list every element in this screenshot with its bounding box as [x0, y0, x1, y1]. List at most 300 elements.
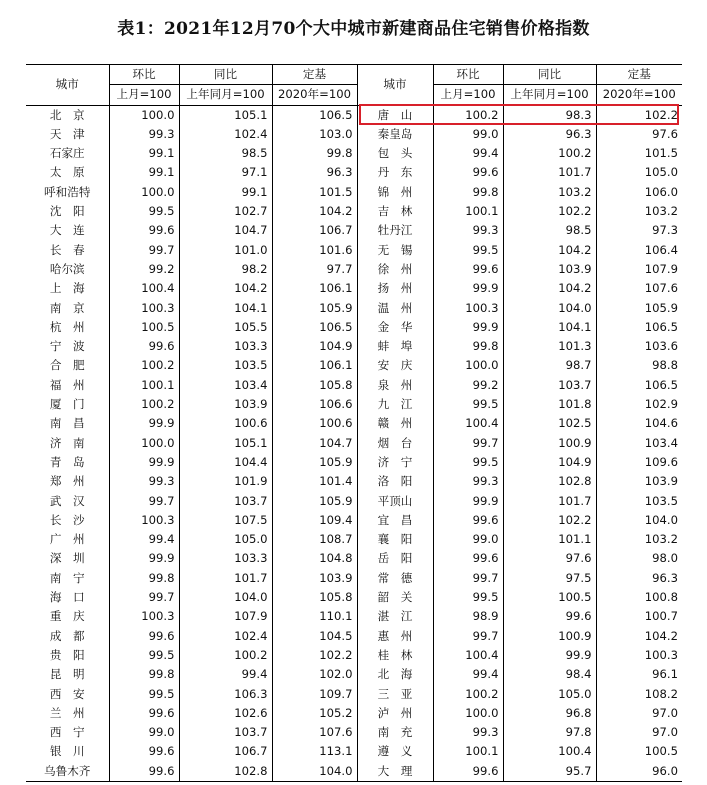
right-yoy-cell: 102.2 — [503, 511, 596, 530]
right-yoy-cell: 104.2 — [503, 241, 596, 260]
right-yoy-cell: 104.9 — [503, 453, 596, 472]
left-city-cell: 上 海 — [49, 281, 85, 296]
left-fixed-cell: 105.9 — [272, 453, 357, 472]
table-row — [26, 144, 682, 163]
right-mom-cell: 99.3 — [433, 723, 503, 742]
left-fixed-cell: 100.6 — [272, 414, 357, 433]
left-mom-cell: 99.2 — [109, 260, 179, 279]
table-row — [26, 723, 682, 742]
right-city-cell: 徐 州 — [357, 260, 433, 279]
left-mom-cell: 99.4 — [109, 530, 179, 549]
right-mom-cell: 100.0 — [433, 704, 503, 723]
right-yoy-cell: 98.5 — [503, 221, 596, 240]
left-fixed-cell: 104.5 — [272, 627, 357, 646]
left-yoy-cell: 107.9 — [179, 607, 272, 626]
right-city-cell: 泸 州 — [357, 704, 433, 723]
right-mom-cell: 99.5 — [433, 241, 503, 260]
right-yoy-cell: 101.3 — [503, 337, 596, 356]
right-yoy-cell: 103.9 — [503, 260, 596, 279]
table-row — [26, 511, 682, 530]
left-fixed-cell: 101.6 — [272, 241, 357, 260]
right-yoy-cell: 96.8 — [503, 704, 596, 723]
left-mom-cell: 100.1 — [109, 376, 179, 395]
left-mom-cell: 99.9 — [109, 453, 179, 472]
left-yoy-cell: 106.7 — [179, 742, 272, 761]
right-mom-cell: 99.5 — [433, 453, 503, 472]
left-yoy-cell: 102.4 — [179, 627, 272, 646]
right-fixed-cell: 104.6 — [596, 414, 682, 433]
left-mom-cell: 100.2 — [109, 356, 179, 375]
right-city-cell: 惠 州 — [357, 627, 433, 646]
right-city-cell: 无 锡 — [357, 241, 433, 260]
left-fixed-cell: 103.9 — [272, 569, 357, 588]
table-row — [26, 434, 682, 453]
right-city-cell: 湛 江 — [357, 607, 433, 626]
left-city-cell: 南 昌 — [49, 416, 85, 431]
right-mom-cell: 99.4 — [433, 665, 503, 684]
left-city-cell: 武 汉 — [49, 493, 85, 508]
left-fixed-cell: 106.5 — [272, 318, 357, 337]
left-yoy-cell: 103.3 — [179, 337, 272, 356]
right-city-cell: 北 海 — [357, 665, 433, 684]
table-row — [26, 260, 682, 279]
table-row — [26, 627, 682, 646]
right-fixed-cell: 106.5 — [596, 318, 682, 337]
left-fixed-cell: 104.2 — [272, 202, 357, 221]
left-fixed-cell: 105.8 — [272, 376, 357, 395]
left-yoy-cell: 102.4 — [179, 125, 272, 144]
left-yoy-cell: 103.4 — [179, 376, 272, 395]
table-row — [26, 646, 682, 665]
col-subheader-yoy: 上年同月=100 — [503, 85, 596, 105]
right-mom-cell: 99.8 — [433, 183, 503, 202]
right-yoy-cell: 102.5 — [503, 414, 596, 433]
header-row — [26, 65, 682, 85]
col-header-yoy: 同比 — [179, 65, 272, 85]
right-mom-cell: 99.7 — [433, 434, 503, 453]
left-fixed-cell: 99.8 — [272, 144, 357, 163]
table-row — [26, 395, 682, 414]
right-yoy-cell: 100.4 — [503, 742, 596, 761]
left-mom-cell: 99.6 — [109, 627, 179, 646]
right-city-cell: 赣 州 — [357, 414, 433, 433]
left-fixed-cell: 97.7 — [272, 260, 357, 279]
right-mom-cell: 99.8 — [433, 337, 503, 356]
left-yoy-cell: 101.0 — [179, 241, 272, 260]
left-city-cell: 青 岛 — [49, 454, 85, 469]
left-city-cell: 石家庄 — [49, 146, 85, 161]
left-city-cell: 长 沙 — [49, 512, 85, 527]
left-city-cell: 贵 阳 — [49, 647, 85, 662]
left-yoy-cell: 104.1 — [179, 299, 272, 318]
right-mom-cell: 99.9 — [433, 318, 503, 337]
col-header-yoy: 同比 — [503, 65, 596, 85]
table-row — [26, 588, 682, 607]
right-fixed-cell: 103.2 — [596, 530, 682, 549]
left-city-cell: 深 圳 — [49, 551, 85, 566]
right-mom-cell: 99.6 — [433, 511, 503, 530]
left-city-cell: 昆 明 — [49, 667, 85, 682]
left-yoy-cell: 102.6 — [179, 704, 272, 723]
right-fixed-cell: 96.1 — [596, 665, 682, 684]
left-mom-cell: 99.0 — [109, 723, 179, 742]
right-yoy-cell: 97.6 — [503, 549, 596, 568]
right-fixed-cell: 106.0 — [596, 183, 682, 202]
right-mom-cell: 99.0 — [433, 125, 503, 144]
right-fixed-cell: 103.4 — [596, 434, 682, 453]
right-mom-cell: 99.6 — [433, 549, 503, 568]
right-city-cell: 济 宁 — [357, 453, 433, 472]
left-fixed-cell: 109.4 — [272, 511, 357, 530]
left-yoy-cell: 101.9 — [179, 472, 272, 491]
col-subheader-mom: 上月=100 — [433, 85, 503, 105]
right-fixed-cell: 96.0 — [596, 762, 682, 782]
left-yoy-cell: 107.5 — [179, 511, 272, 530]
right-city-cell: 扬 州 — [357, 279, 433, 298]
right-yoy-cell: 98.7 — [503, 356, 596, 375]
left-fixed-cell: 105.2 — [272, 704, 357, 723]
right-fixed-cell: 96.3 — [596, 569, 682, 588]
right-mom-cell: 100.2 — [433, 685, 503, 704]
left-mom-cell: 99.7 — [109, 588, 179, 607]
right-fixed-cell: 103.9 — [596, 472, 682, 491]
table-row — [26, 492, 682, 511]
right-yoy-cell: 102.2 — [503, 202, 596, 221]
right-city-cell: 宜 昌 — [357, 511, 433, 530]
left-yoy-cell: 101.7 — [179, 569, 272, 588]
left-fixed-cell: 104.7 — [272, 434, 357, 453]
left-fixed-cell: 113.1 — [272, 742, 357, 761]
left-city-cell: 北 京 — [49, 107, 85, 122]
left-city-cell: 郑 州 — [49, 474, 85, 489]
table-row — [26, 318, 682, 337]
left-mom-cell: 99.6 — [109, 704, 179, 723]
left-city-cell: 西 宁 — [49, 725, 85, 740]
left-yoy-cell: 99.4 — [179, 665, 272, 684]
right-fixed-cell: 102.2 — [596, 105, 682, 125]
table-row — [26, 742, 682, 761]
left-city-cell: 南 京 — [49, 300, 85, 315]
left-yoy-cell: 105.1 — [179, 105, 272, 125]
right-mom-cell: 99.5 — [433, 395, 503, 414]
table-row — [26, 221, 682, 240]
right-mom-cell: 99.0 — [433, 530, 503, 549]
right-yoy-cell: 105.0 — [503, 685, 596, 704]
right-city-cell: 唐 山 — [357, 105, 433, 125]
left-mom-cell: 100.3 — [109, 299, 179, 318]
left-yoy-cell: 98.5 — [179, 144, 272, 163]
right-yoy-cell: 97.8 — [503, 723, 596, 742]
table-row — [26, 685, 682, 704]
left-mom-cell: 99.8 — [109, 665, 179, 684]
right-mom-cell: 99.6 — [433, 163, 503, 182]
left-mom-cell: 100.2 — [109, 395, 179, 414]
right-mom-cell: 99.7 — [433, 569, 503, 588]
col-subheader-mom: 上月=100 — [109, 85, 179, 105]
right-fixed-cell: 105.9 — [596, 299, 682, 318]
left-mom-cell: 100.0 — [109, 183, 179, 202]
right-city-cell: 遵 义 — [357, 742, 433, 761]
left-fixed-cell: 106.7 — [272, 221, 357, 240]
left-yoy-cell: 104.0 — [179, 588, 272, 607]
table-row — [26, 569, 682, 588]
table-row — [26, 105, 682, 125]
right-fixed-cell: 106.4 — [596, 241, 682, 260]
col-subheader-fixed: 2020年=100 — [596, 85, 682, 105]
left-city-cell: 兰 州 — [49, 705, 85, 720]
left-yoy-cell: 103.9 — [179, 395, 272, 414]
left-city-cell: 杭 州 — [49, 319, 85, 334]
right-city-cell: 安 庆 — [357, 356, 433, 375]
left-yoy-cell: 106.3 — [179, 685, 272, 704]
right-fixed-cell: 100.3 — [596, 646, 682, 665]
left-city-cell: 宁 波 — [49, 339, 85, 354]
table-row — [26, 530, 682, 549]
right-fixed-cell: 109.6 — [596, 453, 682, 472]
right-mom-cell: 100.1 — [433, 202, 503, 221]
table-row — [26, 299, 682, 318]
table-row — [26, 163, 682, 182]
right-yoy-cell: 100.5 — [503, 588, 596, 607]
right-mom-cell: 99.4 — [433, 144, 503, 163]
table-row — [26, 414, 682, 433]
right-city-cell: 岳 阳 — [357, 549, 433, 568]
right-yoy-cell: 104.2 — [503, 279, 596, 298]
right-city-cell: 三 亚 — [357, 685, 433, 704]
left-fixed-cell: 104.9 — [272, 337, 357, 356]
left-city-cell: 海 口 — [49, 590, 85, 605]
left-yoy-cell: 98.2 — [179, 260, 272, 279]
right-mom-cell: 99.5 — [433, 588, 503, 607]
table-title: 表1：2021年12月70个大中城市新建商品住宅销售价格指数 — [117, 19, 590, 39]
header-subrow — [26, 85, 682, 105]
left-city-cell: 太 原 — [49, 165, 85, 180]
left-city-cell: 福 州 — [49, 377, 85, 392]
right-mom-cell: 99.6 — [433, 260, 503, 279]
right-city-cell: 泉 州 — [357, 376, 433, 395]
right-yoy-cell: 99.9 — [503, 646, 596, 665]
left-fixed-cell: 106.1 — [272, 279, 357, 298]
left-mom-cell: 99.5 — [109, 646, 179, 665]
right-city-cell: 洛 阳 — [357, 472, 433, 491]
left-yoy-cell: 102.8 — [179, 762, 272, 782]
left-yoy-cell: 103.7 — [179, 723, 272, 742]
left-yoy-cell: 105.1 — [179, 434, 272, 453]
table-row — [26, 241, 682, 260]
right-mom-cell: 99.2 — [433, 376, 503, 395]
left-yoy-cell: 105.0 — [179, 530, 272, 549]
left-mom-cell: 100.5 — [109, 318, 179, 337]
left-yoy-cell: 102.7 — [179, 202, 272, 221]
right-fixed-cell: 97.6 — [596, 125, 682, 144]
table-row — [26, 665, 682, 684]
table-row — [26, 202, 682, 221]
right-city-cell: 韶 关 — [357, 588, 433, 607]
right-city-cell: 襄 阳 — [357, 530, 433, 549]
col-subheader-yoy: 上年同月=100 — [179, 85, 272, 105]
left-city-cell: 重 庆 — [49, 609, 85, 624]
left-mom-cell: 99.9 — [109, 549, 179, 568]
right-fixed-cell: 100.7 — [596, 607, 682, 626]
left-fixed-cell: 106.5 — [272, 105, 357, 125]
right-fixed-cell: 97.0 — [596, 723, 682, 742]
right-yoy-cell: 95.7 — [503, 762, 596, 782]
left-mom-cell: 99.1 — [109, 144, 179, 163]
left-city-cell: 西 安 — [49, 686, 85, 701]
right-mom-cell: 99.7 — [433, 627, 503, 646]
left-fixed-cell: 105.8 — [272, 588, 357, 607]
right-mom-cell: 99.3 — [433, 472, 503, 491]
left-mom-cell: 100.3 — [109, 511, 179, 530]
right-city-cell: 九 江 — [357, 395, 433, 414]
left-fixed-cell: 103.0 — [272, 125, 357, 144]
left-yoy-cell: 97.1 — [179, 163, 272, 182]
right-fixed-cell: 100.5 — [596, 742, 682, 761]
right-city-cell: 平顶山 — [357, 492, 433, 511]
left-mom-cell: 99.7 — [109, 492, 179, 511]
left-yoy-cell: 100.6 — [179, 414, 272, 433]
right-mom-cell: 99.9 — [433, 279, 503, 298]
left-city-cell: 南 宁 — [49, 570, 85, 585]
right-yoy-cell: 101.7 — [503, 163, 596, 182]
right-yoy-cell: 103.2 — [503, 183, 596, 202]
right-yoy-cell: 101.8 — [503, 395, 596, 414]
left-fixed-cell: 101.4 — [272, 472, 357, 491]
right-city-cell: 牡丹江 — [357, 221, 433, 240]
left-fixed-cell: 108.7 — [272, 530, 357, 549]
right-fixed-cell: 107.9 — [596, 260, 682, 279]
right-fixed-cell: 101.5 — [596, 144, 682, 163]
right-fixed-cell: 98.8 — [596, 356, 682, 375]
right-fixed-cell: 104.0 — [596, 511, 682, 530]
right-fixed-cell: 106.5 — [596, 376, 682, 395]
right-mom-cell: 100.4 — [433, 646, 503, 665]
left-yoy-cell: 103.3 — [179, 549, 272, 568]
right-fixed-cell: 102.9 — [596, 395, 682, 414]
left-mom-cell: 100.0 — [109, 434, 179, 453]
left-city-cell: 大 连 — [49, 223, 85, 238]
left-fixed-cell: 110.1 — [272, 607, 357, 626]
right-city-cell: 蚌 埠 — [357, 337, 433, 356]
right-yoy-cell: 98.4 — [503, 665, 596, 684]
left-city-cell: 济 南 — [49, 435, 85, 450]
col-header-fixed: 定基 — [272, 65, 357, 85]
right-city-cell: 包 头 — [357, 144, 433, 163]
right-city-cell: 桂 林 — [357, 646, 433, 665]
right-yoy-cell: 99.6 — [503, 607, 596, 626]
left-fixed-cell: 106.6 — [272, 395, 357, 414]
table-row — [26, 337, 682, 356]
right-fixed-cell: 97.3 — [596, 221, 682, 240]
left-yoy-cell: 104.4 — [179, 453, 272, 472]
left-city-cell: 呼和浩特 — [44, 184, 91, 199]
col-subheader-fixed: 2020年=100 — [272, 85, 357, 105]
left-mom-cell: 99.6 — [109, 742, 179, 761]
table-row — [26, 704, 682, 723]
col-header-mom: 环比 — [433, 65, 503, 85]
price-index-table — [26, 64, 682, 782]
right-city-cell: 秦皇岛 — [357, 125, 433, 144]
left-city-cell: 乌鲁木齐 — [26, 762, 109, 782]
left-city-cell: 银 川 — [49, 744, 85, 759]
right-fixed-cell: 100.8 — [596, 588, 682, 607]
right-yoy-cell: 101.7 — [503, 492, 596, 511]
left-fixed-cell: 105.9 — [272, 492, 357, 511]
left-mom-cell: 99.6 — [109, 221, 179, 240]
table-row — [26, 549, 682, 568]
right-fixed-cell: 107.6 — [596, 279, 682, 298]
right-mom-cell: 98.9 — [433, 607, 503, 626]
left-city-cell: 成 都 — [49, 628, 85, 643]
right-city-cell: 丹 东 — [357, 163, 433, 182]
left-fixed-cell: 104.8 — [272, 549, 357, 568]
col-header-city: 城市 — [357, 65, 433, 106]
right-city-cell: 大 理 — [357, 762, 433, 782]
left-city-cell: 沈 阳 — [49, 204, 85, 219]
right-yoy-cell: 102.8 — [503, 472, 596, 491]
table-row — [26, 453, 682, 472]
left-fixed-cell: 105.9 — [272, 299, 357, 318]
right-fixed-cell: 98.0 — [596, 549, 682, 568]
left-mom-cell: 99.7 — [109, 241, 179, 260]
right-yoy-cell: 97.5 — [503, 569, 596, 588]
left-fixed-cell: 109.7 — [272, 685, 357, 704]
left-fixed-cell: 102.0 — [272, 665, 357, 684]
left-yoy-cell: 103.7 — [179, 492, 272, 511]
right-yoy-cell: 96.3 — [503, 125, 596, 144]
col-header-city: 城市 — [26, 65, 109, 106]
left-mom-cell: 99.5 — [109, 685, 179, 704]
right-mom-cell: 100.1 — [433, 742, 503, 761]
right-fixed-cell: 103.5 — [596, 492, 682, 511]
right-yoy-cell: 101.1 — [503, 530, 596, 549]
table-row — [26, 356, 682, 375]
right-city-cell: 烟 台 — [357, 434, 433, 453]
left-yoy-cell: 100.2 — [179, 646, 272, 665]
right-mom-cell: 99.3 — [433, 221, 503, 240]
left-mom-cell: 99.9 — [109, 414, 179, 433]
right-mom-cell: 99.9 — [433, 492, 503, 511]
left-mom-cell: 99.6 — [109, 337, 179, 356]
left-mom-cell: 99.1 — [109, 163, 179, 182]
table-row — [26, 762, 682, 782]
left-yoy-cell: 103.5 — [179, 356, 272, 375]
right-yoy-cell: 103.7 — [503, 376, 596, 395]
left-mom-cell: 99.5 — [109, 202, 179, 221]
left-city-cell: 长 春 — [49, 242, 85, 257]
left-fixed-cell: 104.0 — [272, 762, 357, 782]
left-fixed-cell: 102.2 — [272, 646, 357, 665]
right-mom-cell: 100.3 — [433, 299, 503, 318]
left-mom-cell: 99.6 — [109, 762, 179, 782]
left-fixed-cell: 107.6 — [272, 723, 357, 742]
right-yoy-cell: 100.2 — [503, 144, 596, 163]
left-yoy-cell: 99.1 — [179, 183, 272, 202]
left-mom-cell: 100.4 — [109, 279, 179, 298]
right-mom-cell: 100.0 — [433, 356, 503, 375]
right-yoy-cell: 104.0 — [503, 299, 596, 318]
left-yoy-cell: 104.2 — [179, 279, 272, 298]
right-mom-cell: 100.4 — [433, 414, 503, 433]
left-city-cell: 厦 门 — [49, 397, 85, 412]
left-mom-cell: 100.0 — [109, 105, 179, 125]
table-row — [26, 279, 682, 298]
right-city-cell: 温 州 — [357, 299, 433, 318]
left-fixed-cell: 96.3 — [272, 163, 357, 182]
left-fixed-cell: 106.1 — [272, 356, 357, 375]
table-row — [26, 125, 682, 144]
table-row — [26, 607, 682, 626]
